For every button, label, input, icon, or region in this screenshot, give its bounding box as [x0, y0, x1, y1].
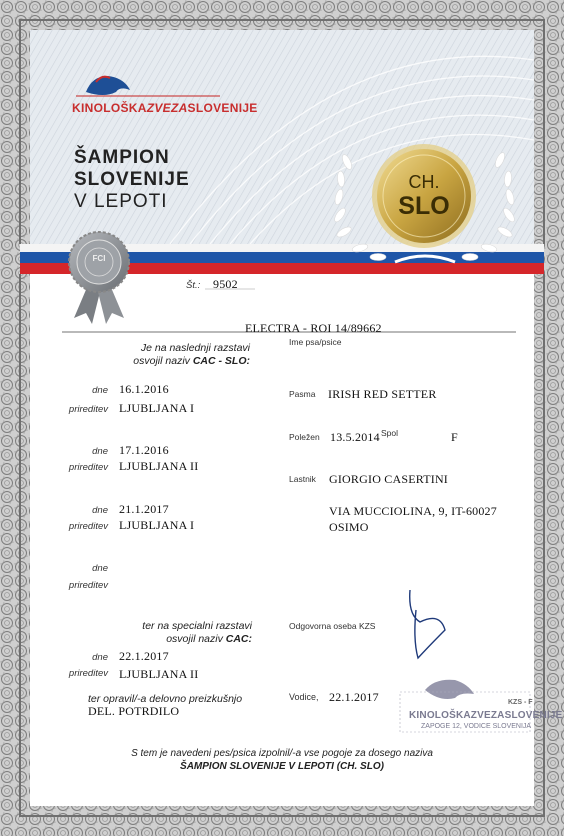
event-label-1: prireditev [68, 404, 108, 415]
owner-value: GIORGIO CASERTINI [329, 472, 449, 486]
stamp-code: KZS - F [508, 699, 533, 706]
special-event: LJUBLJANA II [119, 667, 199, 681]
event-label-3: prireditev [68, 521, 108, 532]
responsible-person-label: Odgovorna oseba KZS [289, 621, 376, 631]
stamp-org: KINOLOŠKAZVEZASLOVENIJE [409, 710, 563, 721]
birth-value: 13.5.2014 [330, 430, 380, 444]
event-label-2: prireditev [68, 462, 108, 473]
title-line-2: SLOVENIJE [74, 169, 190, 190]
issue-date: 22.1.2017 [329, 690, 379, 704]
breed-label: Pasma [289, 389, 316, 399]
place-label: Vodice, [289, 692, 319, 702]
kzs-logo-text: KINOLOŠKAZVEZASLOVENIJE [72, 101, 258, 115]
event-label-4: prireditev [68, 580, 108, 591]
exhibitions-heading: Je na naslednji razstavi osvojil naziv CAC - SLO: [133, 342, 250, 367]
date-label-4: dne [92, 563, 108, 574]
show-3-event: LJUBLJANA I [119, 518, 195, 532]
stamp-address: ZAPOGE 12, VODICE SLOVENIJA [421, 723, 532, 730]
seal-text: CH. SLO [398, 172, 450, 220]
sex-value: F [451, 430, 458, 444]
breed-value: IRISH RED SETTER [328, 387, 437, 401]
show-1-event: LJUBLJANA I [119, 401, 195, 415]
birth-label: Poležen [289, 432, 320, 442]
show-2-date: 17.1.2016 [119, 443, 169, 457]
show-3-date: 21.1.2017 [119, 502, 169, 516]
show-1-date: 16.1.2016 [119, 382, 169, 396]
special-exhibitions-heading: ter na specialni razstavi osvojil naziv CAC: [142, 620, 252, 645]
dog-name-label: Ime psa/psice [289, 337, 342, 347]
owner-label: Lastnik [289, 474, 316, 484]
owner-address: VIA MUCCIOLINA, 9, IT-60027 OSIMO [329, 504, 497, 534]
date-label-5: dne [92, 652, 108, 663]
show-2-event: LJUBLJANA II [119, 459, 199, 473]
date-label-3: dne [92, 505, 108, 516]
dog-name-value: ELECTRA - ROI 14/89662 [245, 321, 382, 335]
date-label-1: dne [92, 385, 108, 396]
certificate-title [74, 147, 190, 213]
title-line-3: V LEPOTI [74, 191, 168, 212]
number-value: 9502 [213, 277, 238, 291]
working-test-value: DEL. POTRDILO [88, 704, 180, 718]
bottom-statement: S tem je navedeni pes/psica izpolnil/-a vse pogoje za dosego naziva ŠAMPION SLOVENIJE V LEPOTI (CH. SLO) [131, 748, 433, 772]
number-label: Št.: [186, 280, 201, 291]
special-date: 22.1.2017 [119, 649, 169, 663]
title-line-1: ŠAMPION [74, 147, 170, 168]
fci-text: FCI [92, 254, 106, 263]
sex-label: Spol [381, 428, 399, 438]
date-label-2: dne [92, 446, 108, 457]
event-label-5: prireditev [68, 668, 108, 679]
working-test-label: ter opravil/-a delovno preizkušnjo [88, 693, 243, 705]
